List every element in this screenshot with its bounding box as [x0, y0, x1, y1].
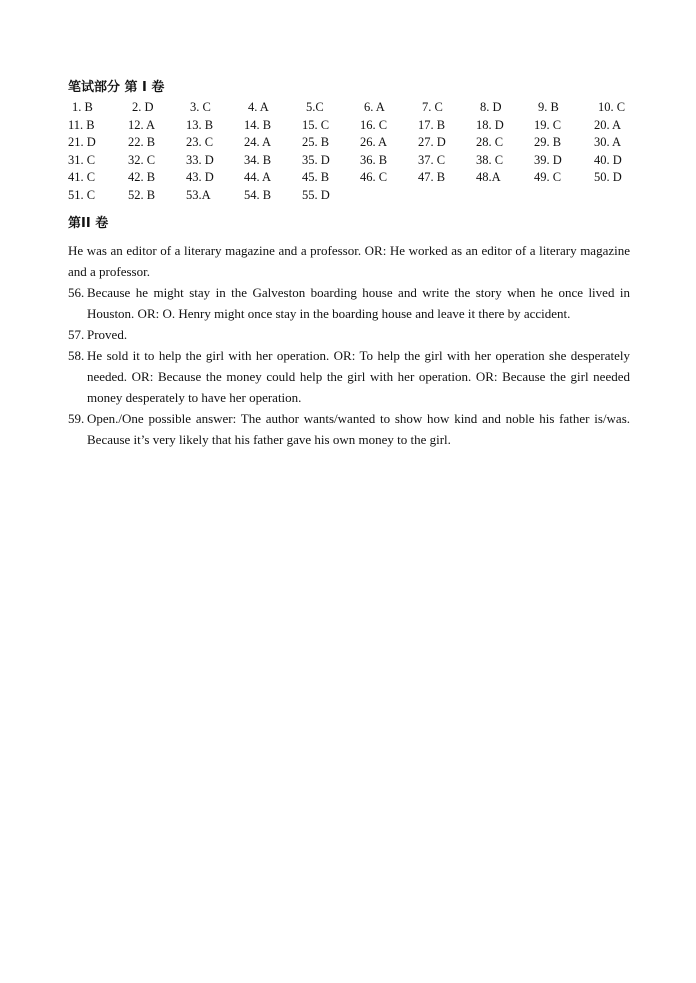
answer-cell: 50. D	[594, 170, 622, 184]
answer-cell: 10. C	[598, 100, 626, 114]
answer-cell: 15. C	[302, 117, 330, 132]
answer-cell: 4. A	[248, 100, 269, 114]
answer-grid	[68, 99, 630, 204]
answer-cell: 47. B	[418, 170, 446, 184]
answer-cell: 3. C	[190, 100, 211, 114]
answer-cell: 23. C	[186, 135, 214, 149]
answer-row	[68, 99, 630, 117]
answer-cell: 16. C	[360, 117, 388, 132]
answer-cell: 14. B	[244, 117, 272, 132]
answer-cell: 17. B	[418, 117, 446, 132]
answer-cell: 18. D	[476, 117, 504, 132]
answer-cell: 49. C	[534, 170, 562, 184]
answer-cell: 22. B	[128, 135, 156, 149]
answer-cell: 53.A	[186, 187, 211, 202]
section-1-title: 笔试部分 第 I 卷	[68, 80, 165, 95]
item-text: Because he might stay in the Galveston boarding house and write the story when he once lived in Houston. OR: O. Henry might once stay in the boarding house and leave it there by accident.	[87, 285, 630, 321]
answer-cell: 5.C	[306, 100, 324, 114]
answer-item-58	[68, 345, 630, 408]
answer-cell: 13. B	[186, 117, 214, 132]
answer-cell: 52. B	[128, 187, 156, 202]
answer-cell: 54. B	[244, 187, 272, 202]
answer-row	[68, 169, 630, 187]
answer-cell: 37. C	[418, 152, 446, 167]
answer-cell: 28. C	[476, 135, 504, 149]
answer-item-56	[68, 282, 630, 324]
answer-cell: 34. B	[244, 152, 272, 167]
answer-cell: 33. D	[186, 152, 214, 167]
answer-cell: 46. C	[360, 170, 388, 184]
answer-cell: 31. C	[68, 152, 96, 167]
answer-cell: 45. B	[302, 170, 330, 184]
answer-page	[68, 78, 630, 450]
answer-row	[68, 187, 630, 205]
answer-cell: 19. C	[534, 117, 562, 132]
answer-cell: 41. C	[68, 170, 96, 184]
answer-cell: 27. D	[418, 135, 446, 149]
answer-cell: 25. B	[302, 135, 330, 149]
item-text: Proved.	[87, 327, 128, 342]
item-number: 56.	[68, 285, 85, 300]
answer-cell: 20. A	[594, 117, 622, 132]
answer-paragraph: He was an editor of a literary magazine and a professor. OR: He worked as an editor of a literary magazine and a professor.	[68, 243, 630, 279]
answer-cell: 11. B	[68, 117, 95, 132]
answer-cell: 39. D	[534, 152, 562, 167]
section-2-title: 第II 卷	[68, 216, 109, 231]
answer-cell: 2. D	[132, 100, 154, 114]
answer-cell: 51. C	[68, 187, 96, 202]
answer-cell: 38. C	[476, 152, 504, 167]
answer-item-57	[68, 324, 630, 345]
answer-cell: 30. A	[594, 135, 622, 149]
item-text: Open./One possible answer: The author wants/wanted to show how kind and noble his father is/was. Because it’s very likely that his father gave his own money to the girl.	[87, 411, 630, 447]
answer-cell: 12. A	[128, 117, 156, 132]
answer-cell: 40. D	[594, 152, 622, 167]
answer-cell: 1. B	[72, 100, 93, 114]
item-text: He sold it to help the girl with her operation. OR: To help the girl with her operation she desperately needed. OR: Because the money could help the girl with her operation. OR: Because the girl needed money desperately to have her operation.	[87, 348, 630, 405]
item-number: 58.	[68, 348, 85, 363]
answer-cell: 24. A	[244, 135, 272, 149]
answer-cell: 6. A	[364, 100, 385, 114]
answer-cell: 36. B	[360, 152, 388, 167]
answer-cell: 32. C	[128, 152, 156, 167]
answer-cell: 44. A	[244, 170, 272, 184]
answer-cell: 48.A	[476, 170, 501, 184]
answer-row	[68, 134, 630, 152]
answer-cell: 35. D	[302, 152, 330, 167]
item-number: 59.	[68, 411, 85, 426]
answer-cell: 8. D	[480, 100, 502, 114]
item-number: 57.	[68, 327, 85, 342]
answer-cell: 21. D	[68, 135, 96, 149]
answer-cell: 26. A	[360, 135, 388, 149]
answer-cell: 42. B	[128, 170, 156, 184]
answer-cell: 7. C	[422, 100, 443, 114]
answer-cell: 29. B	[534, 135, 562, 149]
answer-row	[68, 152, 630, 170]
answer-cell: 9. B	[538, 100, 559, 114]
answer-cell: 55. D	[302, 187, 330, 202]
answer-item-59	[68, 408, 630, 450]
answer-row	[68, 117, 630, 135]
answer-cell: 43. D	[186, 170, 214, 184]
